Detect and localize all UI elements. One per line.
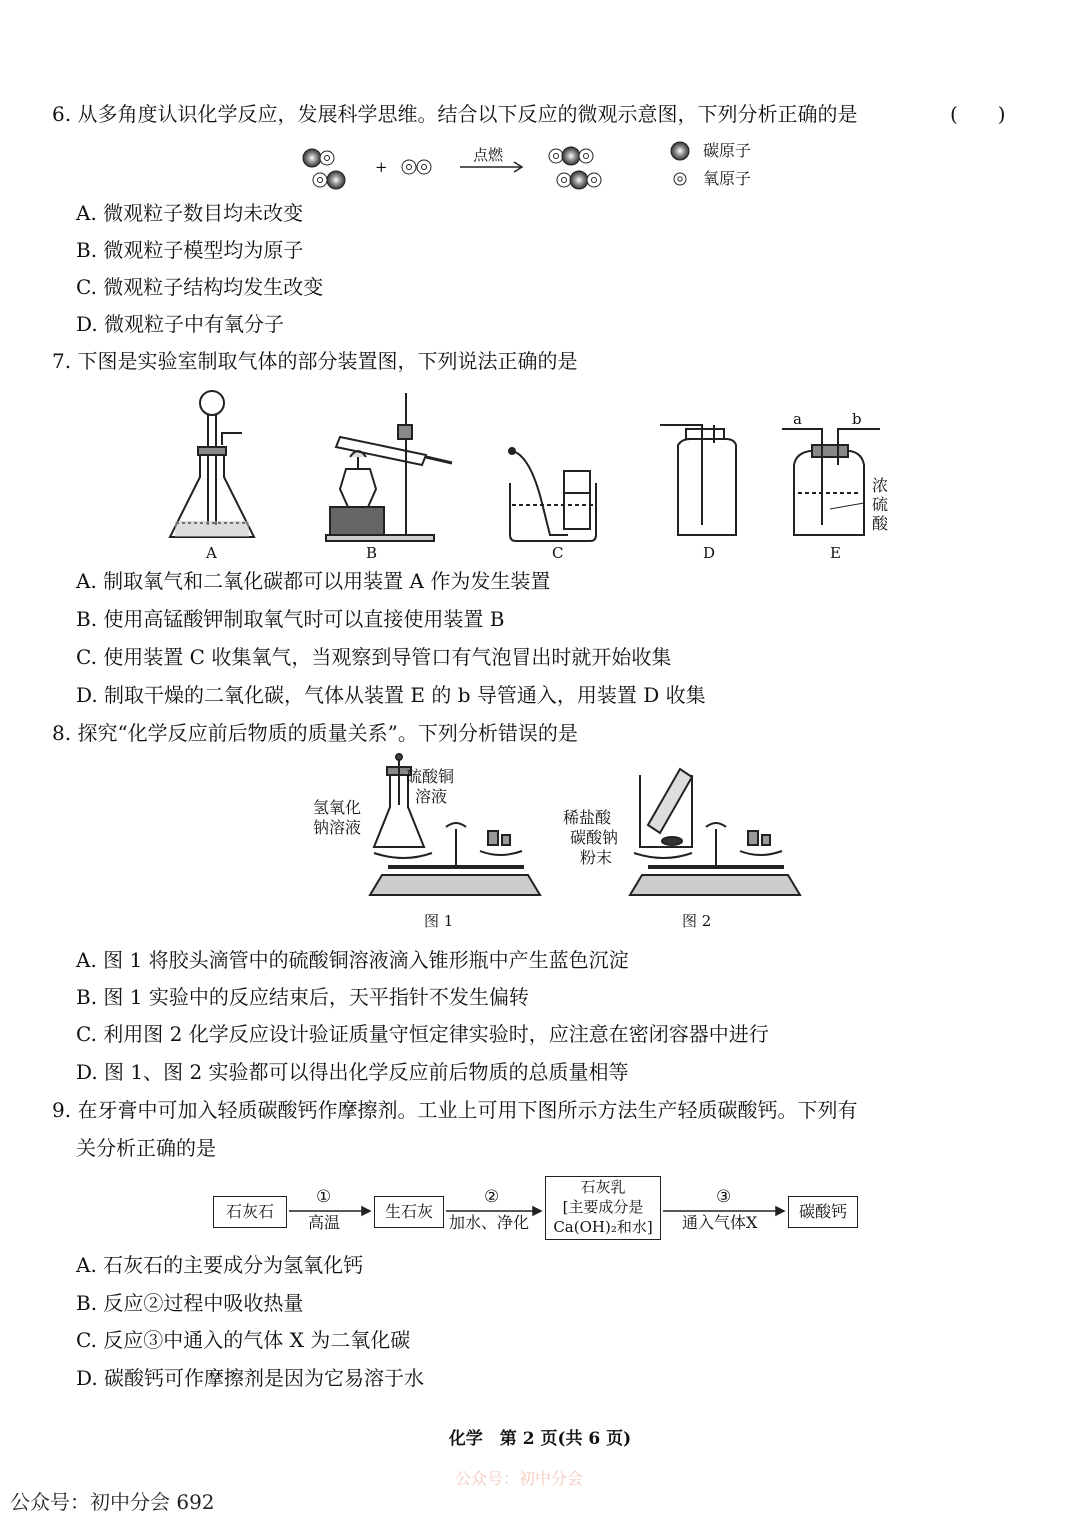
q8-option-d: D. 图 1、图 2 实验都可以得出化学反应前后物质的总质量相等 <box>76 1060 629 1084</box>
q6-condition: 点燃 <box>473 146 504 164</box>
na2co3-label-1: 碳酸钠 <box>570 828 619 847</box>
q6-option-a: A. 微观粒子数目均未改变 <box>76 201 304 225</box>
acid-label-3: 酸 <box>872 514 889 533</box>
q9-option-b: B. 反应②过程中吸收热量 <box>76 1291 304 1315</box>
flow-cond-2: 加水、净化 <box>449 1213 530 1232</box>
q8-stem: 8. 探究“化学反应前后物质的质量关系”。下列分析错误的是 <box>52 721 578 745</box>
q8-option-b: B. 图 1 实验中的反应结束后，天平指针不发生偏转 <box>76 985 529 1009</box>
lime-milk-line3: Ca(OH)₂和水] <box>553 1218 653 1236</box>
flow-box-limestone: 石灰石 <box>213 1196 287 1228</box>
q6-plus: + <box>375 158 388 176</box>
flow-step-2: ② <box>484 1187 500 1207</box>
tube-b-label: b <box>852 410 862 428</box>
page-footer: 化学 第 2 页(共 6 页) <box>448 1429 632 1449</box>
q9-stem-line2: 关分析正确的是 <box>76 1136 216 1160</box>
flow-cond-1: 高温 <box>308 1213 341 1232</box>
naoh-label-1: 氢氧化 <box>313 798 362 817</box>
lime-milk-line1: 石灰乳 <box>580 1178 626 1196</box>
legend-oxygen-label: 氧原子 <box>703 169 752 188</box>
watermark: 公众号：初中分会 692 <box>10 1490 215 1514</box>
q6-option-d: D. 微观粒子中有氧分子 <box>76 312 285 336</box>
q8-option-a: A. 图 1 将胶头滴管中的硫酸铜溶液滴入锥形瓶中产生蓝色沉淀 <box>76 948 629 972</box>
cuso4-label-1: 硫酸铜 <box>406 767 455 786</box>
q9-option-c: C. 反应③中通入的气体 X 为二氧化碳 <box>76 1328 411 1352</box>
flow-box-calcium-carbonate: 碳酸钙 <box>788 1196 858 1228</box>
naoh-label-2: 钠溶液 <box>313 818 362 837</box>
q7-option-b: B. 使用高锰酸钾制取氧气时可以直接使用装置 B <box>76 607 505 631</box>
tube-a-label: a <box>793 410 802 428</box>
na2co3-label-2: 粉末 <box>580 848 613 867</box>
q9-option-a: A. 石灰石的主要成分为氢氧化钙 <box>76 1253 364 1277</box>
cuso4-label-2: 溶液 <box>415 787 448 806</box>
q6-stem: 6. 从多角度认识化学反应，发展科学思维。结合以下反应的微观示意图，下列分析正确的是 <box>52 102 858 126</box>
q6-option-b: B. 微观粒子模型均为原子 <box>76 238 304 262</box>
acid-label-2: 硫 <box>872 495 889 514</box>
label-e: E <box>830 544 841 562</box>
q7-stem: 7. 下图是实验室制取气体的部分装置图，下列说法正确的是 <box>52 349 578 373</box>
label-b: B <box>366 544 378 562</box>
flow-step-1: ① <box>316 1187 332 1207</box>
q6-option-c: C. 微观粒子结构均发生改变 <box>76 275 324 299</box>
q8-option-c: C. 利用图 2 化学反应设计验证质量守恒定律实验时，应注意在密闭容器中进行 <box>76 1022 769 1046</box>
flow-step-3: ③ <box>716 1187 732 1207</box>
q9-stem-line1: 9. 在牙膏中可加入轻质碳酸钙作摩擦剂。工业上可用下图所示方法生产轻质碳酸钙。下列有 <box>52 1098 858 1122</box>
faint-watermark: 公众号：初中分会 <box>455 1469 584 1488</box>
q6-answer-bracket: ( ) <box>950 102 1006 126</box>
q9-option-d: D. 碳酸钙可作摩擦剂是因为它易溶于水 <box>76 1366 425 1390</box>
hcl-label: 稀盐酸 <box>563 808 612 827</box>
label-d: D <box>703 544 716 562</box>
acid-label-1: 浓 <box>872 476 889 495</box>
flow-box-quicklime: 生石灰 <box>374 1196 444 1228</box>
flow-cond-3: 通入气体X <box>682 1213 758 1232</box>
fig1-caption: 图 1 <box>424 912 454 930</box>
label-a: A <box>206 544 217 562</box>
fig2-caption: 图 2 <box>682 912 712 930</box>
label-c: C <box>552 544 564 562</box>
q7-option-d: D. 制取干燥的二氧化碳，气体从装置 E 的 b 导管通入，用装置 D 收集 <box>76 683 706 707</box>
legend-carbon-label: 碳原子 <box>703 141 752 160</box>
q7-option-c: C. 使用装置 C 收集氧气，当观察到导管口有气泡冒出时就开始收集 <box>76 645 672 669</box>
lime-milk-line2: [主要成分是 <box>562 1198 644 1216</box>
q7-option-a: A. 制取氧气和二氧化碳都可以用装置 A 作为发生装置 <box>76 569 551 593</box>
